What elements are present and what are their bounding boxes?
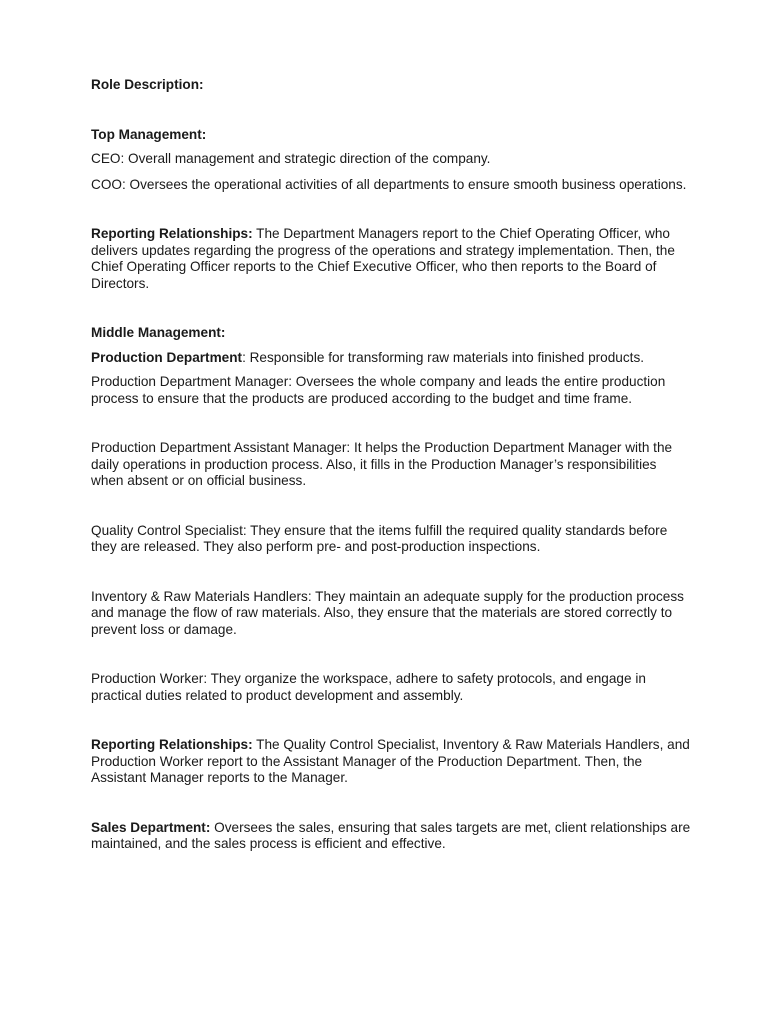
document-page (91, 77, 691, 853)
role-description-heading: Role Description: (91, 77, 204, 92)
assistant-manager-paragraph: Production Department Assistant Manager: It helps the Production Department Manager with the daily operations in production process. Also, it fills in the Production Manager’s responsibilities when absent or on official business. (91, 440, 673, 488)
quality-control-paragraph: Quality Control Specialist: They ensure that the items fulfill the required quality standards before they are released. They also perform pre- and post-production inspections. (91, 522, 668, 554)
ceo-paragraph: CEO: Overall management and strategic direction of the company. (91, 151, 491, 166)
top-reporting-paragraph (91, 226, 691, 292)
production-manager-paragraph: Production Department Manager: Oversees the whole company and leads the entire production process to ensure that the products are produced according to the budget and time frame. (91, 374, 666, 406)
sales-department-label: Sales Department: (91, 819, 211, 835)
production-department-paragraph (91, 350, 691, 367)
middle-management-heading: Middle Management: (91, 325, 226, 340)
production-department-label: Production Department (91, 349, 243, 365)
top-reporting-text: The Department Managers report to the Chief Operating Officer, who delivers updates regarding the progress of the operations and strategy implementation. Then, the Chief Operating Officer reports to the Chief Executive Officer, who then reports to the Board of Directors. (91, 226, 675, 291)
production-reporting-text: The Quality Control Specialist, Inventory & Raw Materials Handlers, and Production Worker report to the Assistant Manager of the Production Department. Then, the Assistant Manager reports to the Manager. (91, 737, 690, 785)
coo-paragraph: COO: Oversees the operational activities of all departments to ensure smooth business operations. (91, 176, 687, 192)
sales-department-paragraph (91, 820, 691, 853)
top-reporting-label: Reporting Relationships: (91, 226, 253, 241)
production-worker-paragraph: Production Worker: They organize the workspace, adhere to safety protocols, and engage in practical duties related to product development and assembly. (91, 671, 646, 703)
production-reporting-paragraph (91, 737, 691, 787)
production-reporting-label: Reporting Relationships: (91, 737, 253, 752)
top-management-heading: Top Management: (91, 126, 207, 142)
inventory-handlers-paragraph: Inventory & Raw Materials Handlers: They maintain an adequate supply for the production process and manage the flow of raw materials. Also, they ensure that the materials are stored correctly to prevent loss or damage. (91, 588, 684, 637)
production-department-text: : Responsible for transforming raw materials into finished products. (242, 349, 645, 365)
sales-department-text: Oversees the sales, ensuring that sales targets are met, client relationships are maintained, and the sales process is efficient and effective. (91, 819, 691, 851)
